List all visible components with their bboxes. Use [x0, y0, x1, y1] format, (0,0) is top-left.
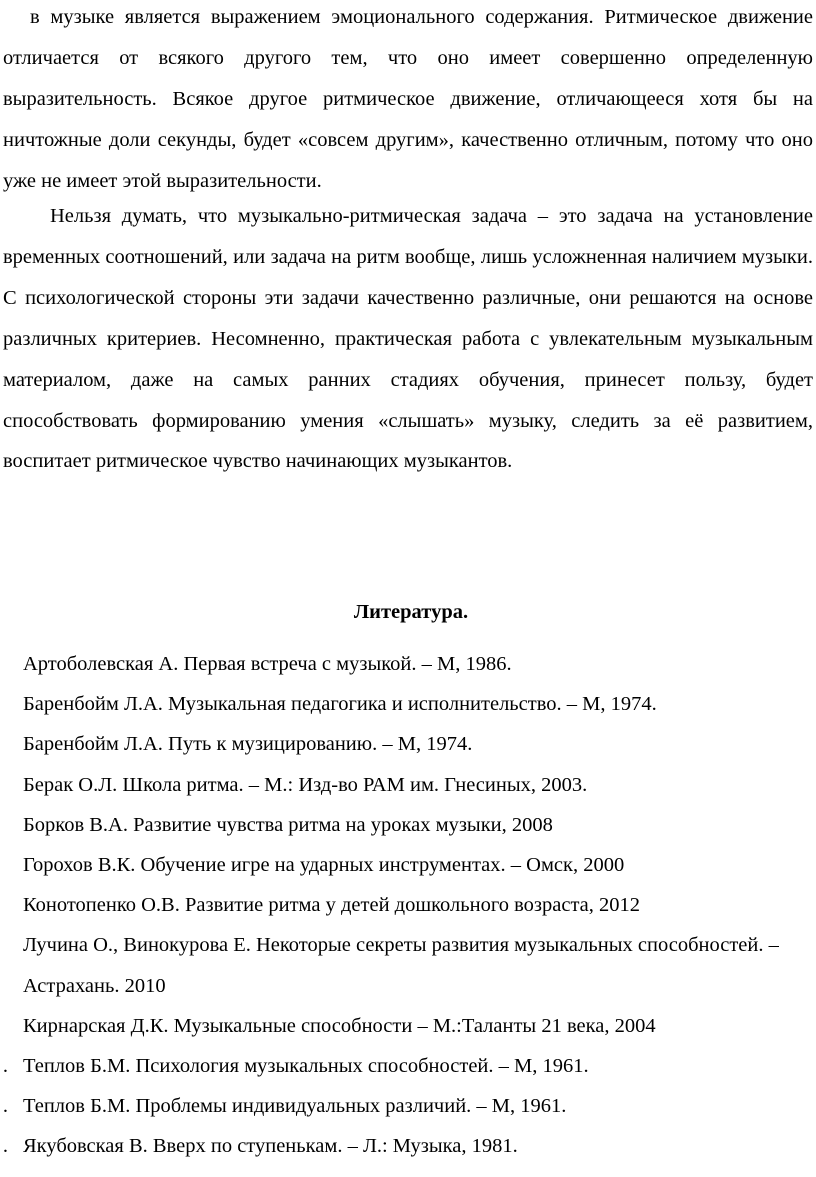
reference-item: [0, 765, 783, 805]
reference-text: Берак О.Л. Школа ритма. – М.: Изд-во РАМ им. Гнесиных, 2003.: [23, 773, 588, 796]
reference-text: Конотопенко О.В. Развитие ритма у детей дошкольного возраста, 2012: [23, 894, 641, 917]
reference-item: [0, 1006, 783, 1046]
reference-text: Горохов В.К. Обучение игре на ударных инструментах. – Омск, 2000: [23, 854, 625, 877]
reference-item: [0, 925, 783, 1005]
reference-item: [0, 1046, 783, 1086]
reference-text: Борков В.А. Развитие чувства ритма на уроках музыки, 2008: [23, 813, 553, 836]
reference-text: Баренбойм Л.А. Путь к музицированию. – М, 1974.: [23, 733, 473, 756]
reference-text: Кирнарская Д.К. Музыкальные способности – М.:Таланты 21 века, 2004: [23, 1014, 656, 1037]
reference-text: Якубовская В. Вверх по ступенькам. – Л.: Музыка, 1981.: [23, 1135, 518, 1158]
reference-item: [0, 1126, 783, 1166]
reference-text: Теплов Б.М. Психология музыкальных способностей. – М, 1961.: [23, 1055, 589, 1078]
body-paragraph: Нельзя думать, что музыкально-ритмическая задача – это задача на установление временных соотношений, или задача на ритм вообще, лишь усложненная наличием музыки. С психологической стороны эти задачи качественно различные, они решаются на основе различных критериев. Несомненно, практическая работа с увлекательным музыкальным материалом, даже на самых ранних стадиях обучения, принесет пользу, будет способствовать формированию умения «слышать» музыку, следить за её развитием, воспитает ритмическое чувство начинающих музыкантов.: [3, 205, 813, 473]
reference-text: Лучина О., Винокурова Е. Некоторые секреты развития музыкальных способностей. – Астрахань. 2010: [23, 934, 779, 997]
reference-item: [0, 845, 783, 885]
reference-number: .: [2, 1055, 8, 1078]
references-list: [0, 644, 816, 1167]
reference-item: [0, 684, 783, 724]
reference-item: [0, 805, 783, 845]
reference-number: .: [2, 1135, 8, 1158]
reference-item: [0, 644, 783, 684]
reference-number: .: [2, 1095, 8, 1118]
reference-text: Артоболевская А. Первая встреча с музыкой. – М, 1986.: [23, 653, 512, 675]
reference-item: [0, 1086, 783, 1126]
reference-item: [0, 885, 783, 925]
references-heading: Литература.: [353, 601, 469, 623]
reference-item: [0, 724, 783, 764]
reference-text: Теплов Б.М. Проблемы индивидуальных различий. – М, 1961.: [23, 1095, 567, 1118]
body-paragraph: в музыке является выражением эмоционального содержания. Ритмическое движение отличается от всякого другого тем, что оно имеет совершенно определенную выразительность. Всякое другое ритмическое движение, отличающееся хотя бы на ничтожные доли секунды, будет «совсем другим», качественно отличным, потому что оно уже не имеет этой выразительности.: [3, 6, 813, 192]
reference-text: Баренбойм Л.А. Музыкальная педагогика и исполнительство. – М, 1974.: [23, 693, 657, 716]
